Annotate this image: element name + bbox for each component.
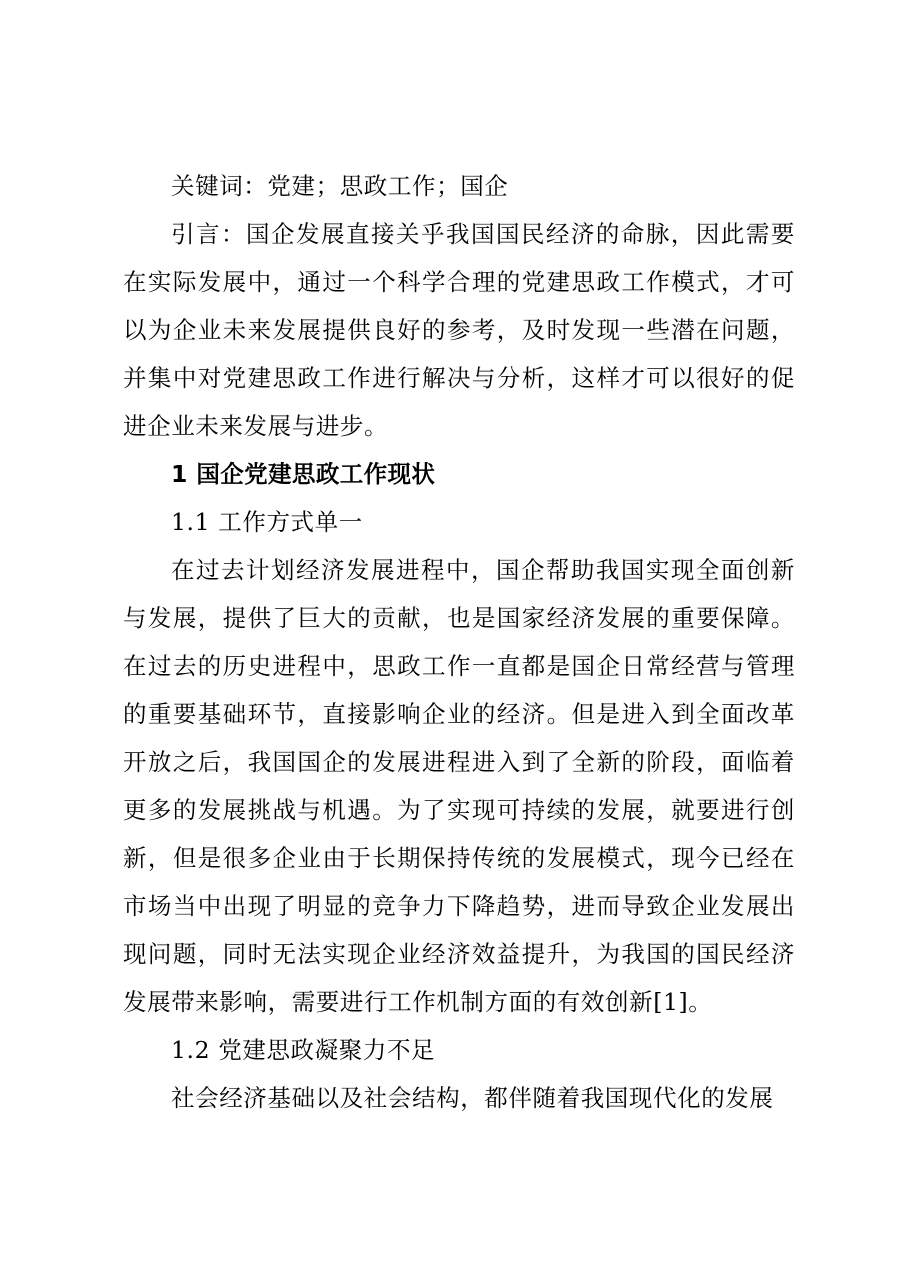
section-1-1-heading: 1.1 工作方式单一: [171, 508, 363, 536]
document-body: [123, 162, 795, 1122]
section-1-2-heading: 1.2 党建思政凝聚力不足: [171, 1036, 436, 1064]
keywords-line: 关键词：党建；思政工作；国企: [171, 172, 509, 200]
intro-paragraph: 引言：国企发展直接关乎我国国民经济的命脉，因此需要在实际发展中，通过一个科学合理的党建思政工作模式，才可以为企业未来发展提供良好的参考，及时发现一些潜在问题，并集中对党建思政工作进行解决与分析，这样才可以很好的促进企业未来发展与进步。: [123, 220, 795, 440]
section-1-2-paragraph: 社会经济基础以及社会结构，都伴随着我国现代化的发展: [171, 1084, 774, 1112]
section-1-heading: 1 国企党建思政工作现状: [171, 460, 436, 488]
section-1-1-paragraph: 在过去计划经济发展进程中，国企帮助我国实现全面创新与发展，提供了巨大的贡献，也是国家经济发展的重要保障。在过去的历史进程中，思政工作一直都是国企日常经营与管理的重要基础环节，直接影响企业的经济。但是进入到全面改革开放之后，我国国企的发展进程进入到了全新的阶段，面临着更多的发展挑战与机遇。为了实现可持续的发展，就要进行创新，但是很多企业由于长期保持传统的发展模式，现今已经在市场当中出现了明显的竞争力下降趋势，进而导致企业发展出现问题，同时无法实现企业经济效益提升，为我国的国民经济发展带来影响，需要进行工作机制方面的有效创新[1]。: [123, 556, 795, 1016]
